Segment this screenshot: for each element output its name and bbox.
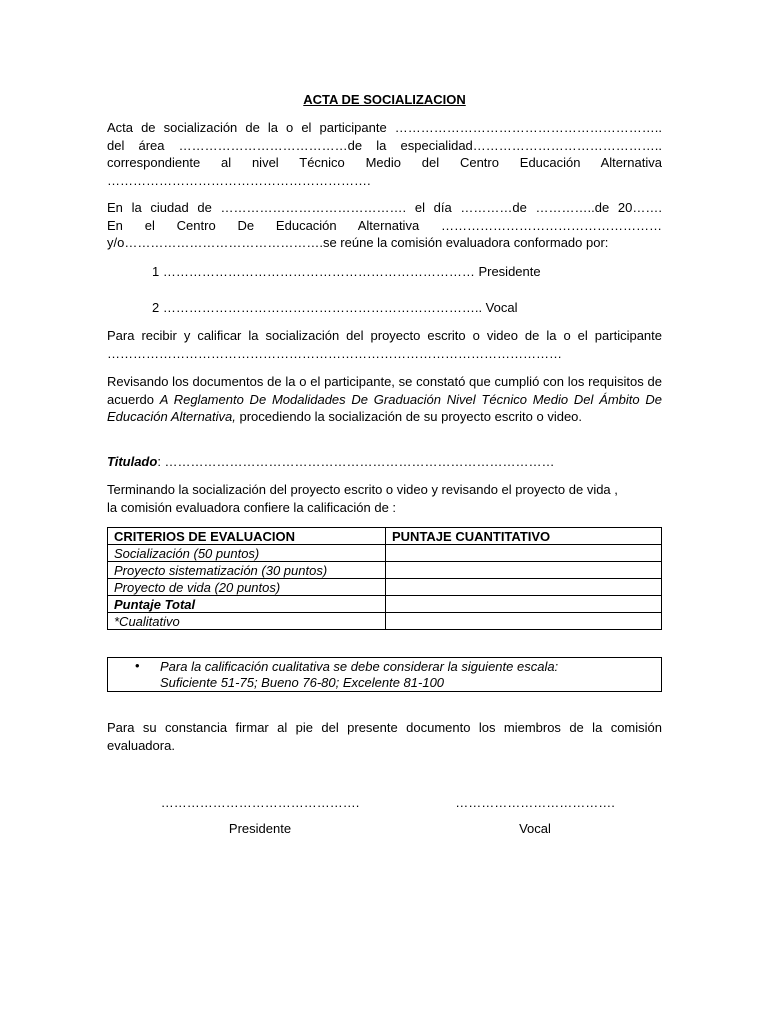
review-text-1: Revisando los documentos de la o el participante, se constató que cumplió con los requisitos de acuerdo xyxy=(107,374,662,407)
grading-paragraph xyxy=(107,481,662,516)
table-header-criteria: CRITERIOS DE EVALUACION xyxy=(108,528,386,545)
table-cell-criteria: Socialización (50 puntos) xyxy=(108,545,386,562)
table-row xyxy=(108,579,662,596)
signature-label-vocal: Vocal xyxy=(519,821,551,836)
table-cell-criteria: Proyecto de vida (20 puntos) xyxy=(108,579,386,596)
receive-line-2: …………………………………………………………………………………………… xyxy=(107,345,562,361)
grading-line-1: Terminando la socialización del proyecto escrito o video y revisando el proyecto de vida , xyxy=(107,482,618,497)
table-cell-score[interactable] xyxy=(386,596,662,613)
member-vocal-line: 2 ……………………………………………………………….. Vocal xyxy=(152,300,518,315)
closing-line-2: evaluadora. xyxy=(107,737,175,753)
table-cell-criteria: Proyecto sistematización (30 puntos) xyxy=(108,562,386,579)
table-cell-score[interactable] xyxy=(386,545,662,562)
titulado-dots: : ……………………………………………………………………………… xyxy=(157,454,555,469)
signature-line-vocal: ………………………………. xyxy=(455,795,615,810)
table-header-score: PUNTAJE CUANTITATIVO xyxy=(386,528,662,545)
table-cell-total: Puntaje Total xyxy=(108,596,386,613)
intro-line-2: del área …………………………………de la especialidad…………………………………….. xyxy=(107,137,662,153)
receive-paragraph xyxy=(107,327,662,362)
location-line-2: En el Centro De Educación Alternativa …………………………………………… xyxy=(107,217,662,233)
scale-note-line-1: Para la calificación cualitativa se debe considerar la siguiente escala: xyxy=(160,659,559,674)
document-title: ACTA DE SOCIALIZACION xyxy=(303,92,466,107)
table-cell-score[interactable] xyxy=(386,562,662,579)
member-president-line: 1 ……………………………………………………………… Presidente xyxy=(152,264,541,279)
intro-line-4: ……………………………………………………. xyxy=(107,172,371,188)
location-line-1: En la ciudad de ……………………………………. el día …………de …………..de 20……. xyxy=(107,200,662,215)
scale-note-line-2: Suficiente 51-75; Bueno 76-80; Excelente 81-100 xyxy=(160,675,445,690)
review-text-3: procediendo la socialización de su proyecto escrito o video. xyxy=(235,409,583,424)
criteria-table xyxy=(107,527,662,630)
review-paragraph xyxy=(107,373,662,426)
grading-line-2: la comisión evaluadora confiere la calificación de : xyxy=(107,499,397,515)
closing-paragraph xyxy=(107,719,662,754)
table-cell-qualitative: *Cualitativo xyxy=(108,613,386,630)
table-cell-score[interactable] xyxy=(386,579,662,596)
review-regulation: A Reglamento De Modalidades De Graduación Nivel Técnico Medio Del Ámbito De Educación Alternativa, xyxy=(107,391,662,424)
signature-line-president: ………………………………………. xyxy=(160,795,360,810)
scale-note-box xyxy=(107,657,662,692)
table-cell-score[interactable] xyxy=(386,613,662,630)
table-row xyxy=(108,545,662,562)
location-line-3: y/o……………………………………….se reúne la comisión evaluadora conformado por: xyxy=(107,235,609,250)
signature-label-president: Presidente xyxy=(228,821,292,836)
titulado-line xyxy=(107,453,662,471)
table-row xyxy=(108,613,662,630)
bullet-icon: • xyxy=(135,658,140,673)
titulado-label: Titulado xyxy=(107,454,158,469)
review-text xyxy=(107,373,662,426)
closing-line-1: Para su constancia firmar al pie del presente documento los miembros de la comisión xyxy=(107,720,662,735)
intro-paragraph xyxy=(107,119,662,189)
location-paragraph xyxy=(107,199,662,252)
intro-line-3: correspondiente al nivel Técnico Medio del Centro Educación Alternativa xyxy=(107,155,662,170)
table-row xyxy=(108,562,662,579)
table-header-row xyxy=(108,528,662,545)
receive-line-1: Para recibir y calificar la socialización del proyecto escrito o video de la o el participante xyxy=(107,328,662,343)
table-row xyxy=(108,596,662,613)
intro-line-1: Acta de socialización de la o el participante …………………………………………………….. xyxy=(107,120,662,135)
